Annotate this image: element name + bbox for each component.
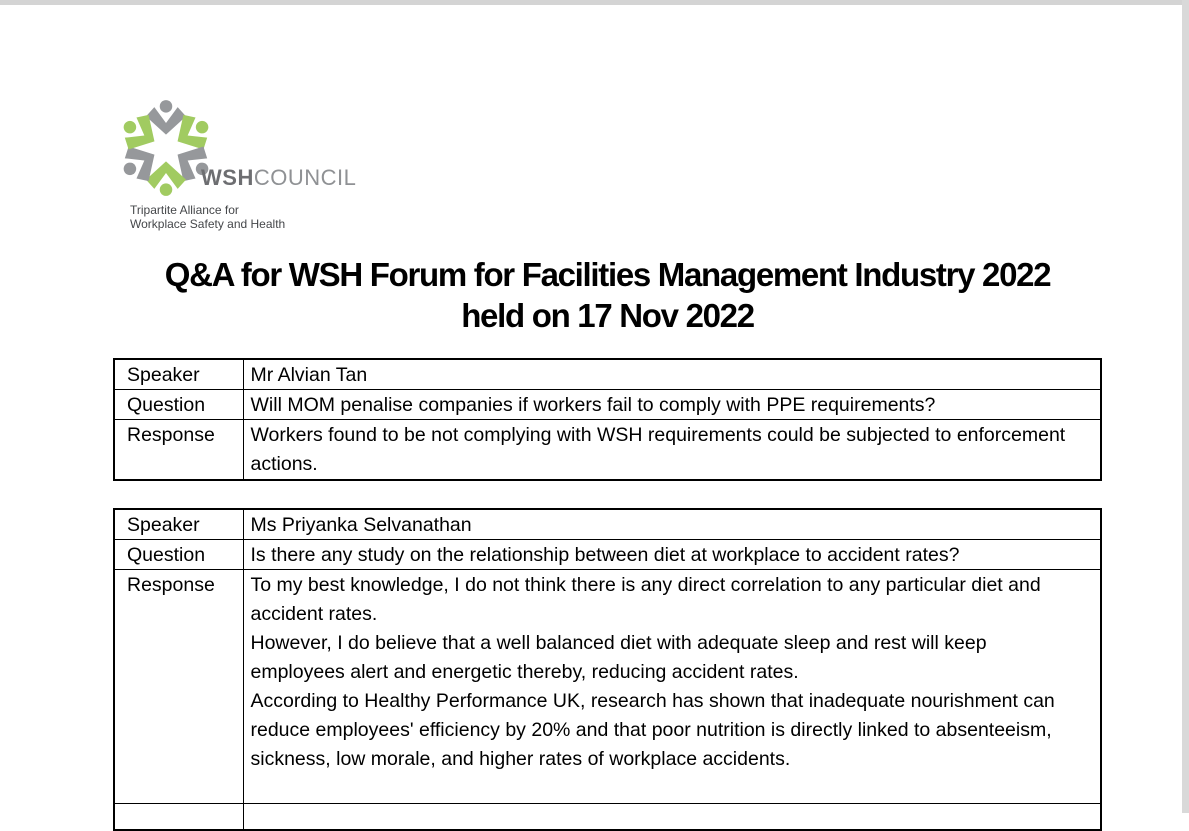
cutoff-label-cell xyxy=(114,804,243,831)
speaker-label: Speaker xyxy=(114,359,243,390)
brand-wsh: WSH xyxy=(201,165,254,190)
table-row xyxy=(114,540,1101,570)
response-label: Response xyxy=(114,420,243,481)
viewer-top-edge xyxy=(0,0,1189,5)
viewer-right-edge xyxy=(1182,0,1189,813)
table-row xyxy=(114,390,1101,420)
response-paragraph: However, I do believe that a well balanced diet with adequate sleep and rest will keep employees alert and energetic thereby, reducing accident rates. xyxy=(250,632,987,683)
qa-table-2 xyxy=(113,508,1102,831)
speaker-value: Ms Priyanka Selvanathan xyxy=(243,509,1101,540)
brand-council: COUNCIL xyxy=(253,165,357,190)
brand-wordmark xyxy=(201,165,356,191)
logo-tagline xyxy=(130,203,285,231)
logo-person-top xyxy=(146,100,186,135)
response-paragraph: Workers found to be not complying with WSH requirements could be subjected to enforcement actions. xyxy=(250,424,1066,475)
response-paragraph: To my best knowledge, I do not think there is any direct correlation to any particular diet and accident rates. xyxy=(250,574,1041,625)
question-label: Question xyxy=(114,540,243,570)
question-value: Will MOM penalise companies if workers fail to comply with PPE requirements? xyxy=(243,390,1101,420)
logo-person-bottom xyxy=(146,161,186,196)
speaker-value: Mr Alvian Tan xyxy=(243,359,1101,390)
question-value: Is there any study on the relationship between diet at workplace to accident rates? xyxy=(243,540,1101,570)
qa-table-1 xyxy=(113,358,1102,481)
table-row-cutoff xyxy=(114,804,1101,831)
document-title-line-2: held on 17 Nov 2022 xyxy=(461,297,754,334)
tagline-line-2: Workplace Safety and Health xyxy=(130,217,286,231)
response-paragraph: According to Healthy Performance UK, research has shown that inadequate nourishment can reduce employees' efficiency by 20% and that poor nutrition is directly linked to absenteeism, sickness, low morale, and higher rates of workplace accidents. xyxy=(250,690,1055,770)
document-title-line-1: Q&A for WSH Forum for Facilities Management Industry 2022 xyxy=(164,256,1051,293)
tagline-line-1: Tripartite Alliance for xyxy=(130,203,239,217)
response-label: Response xyxy=(114,570,243,804)
question-label: Question xyxy=(114,390,243,420)
document-title xyxy=(113,254,1102,336)
table-row xyxy=(114,359,1101,390)
table-row xyxy=(114,420,1101,481)
table-row xyxy=(114,570,1101,804)
speaker-label: Speaker xyxy=(114,509,243,540)
cutoff-value-cell xyxy=(243,804,1101,831)
response-value xyxy=(243,570,1101,804)
response-value xyxy=(243,420,1101,481)
table-row xyxy=(114,509,1101,540)
